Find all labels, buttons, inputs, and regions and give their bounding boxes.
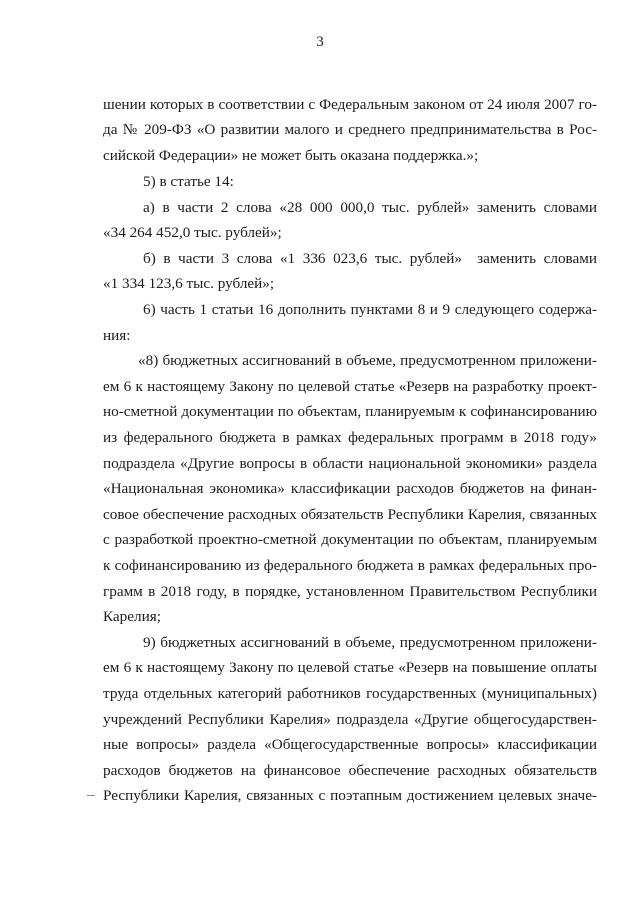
text-line: Карелия; — [103, 608, 161, 625]
text-line: подраздела «Другие вопросы в области национальной экономики» раздела — [103, 455, 597, 472]
text-line: ем 6 к настоящему Закону по целевой статье «Резерв на разработку проект- — [103, 378, 597, 395]
text-line: учреждений Республики Карелия» подраздела «Другие общегосударствен- — [103, 711, 597, 728]
text-line: совое обеспечение расходных обязательств Республики Карелия, связанных — [103, 506, 597, 523]
text-line: но-сметной документации по объектам, планируемым к софинансированию — [103, 403, 597, 420]
text-line: «8) бюджетных ассигнований в объеме, предусмотренном приложени- — [138, 352, 597, 369]
text-line: из федерального бюджета в рамках федеральных программ в 2018 году» — [103, 429, 597, 446]
text-line: с разработкой проектно-сметной документации по объектам, планируемым — [103, 531, 597, 548]
text-line: расходов бюджетов на финансовое обеспечение расходных обязательств — [103, 762, 597, 779]
text-line: ния: — [103, 327, 131, 344]
text-line: труда отдельных категорий работников государственных (муниципальных) — [103, 685, 597, 702]
margin-mark — [87, 795, 95, 796]
text-line: Республики Карелия, связанных с поэтапным достижением целевых значе- — [103, 787, 597, 804]
text-line: сийской Федерации» не может быть оказана поддержка.»; — [103, 147, 479, 164]
text-line: 9) бюджетных ассигнований в объеме, предусмотренном приложени- — [143, 634, 597, 651]
text-line: 6) часть 1 статьи 16 дополнить пунктами 8 и 9 следующего содержа- — [143, 301, 597, 318]
text-line: ем 6 к настоящему Закону по целевой статье «Резерв на повышение оплаты — [103, 659, 597, 676]
text-line: грамм в 2018 году, в порядке, установленном Правительством Республики — [103, 583, 597, 600]
text-line: 5) в статье 14: — [143, 173, 234, 190]
text-line: а) в части 2 слова «28 000 000,0 тыс. рублей» заменить словами — [143, 199, 597, 216]
text-line: да № 209-ФЗ «О развитии малого и среднего предпринимательства в Рос- — [103, 121, 597, 138]
text-line: «Национальная экономика» классификации расходов бюджетов на финан- — [103, 480, 597, 497]
text-line: «1 334 123,6 тыс. рублей»; — [103, 275, 275, 292]
text-line: к софинансированию из федерального бюджета в рамках федеральных про- — [103, 557, 597, 574]
text-line: б) в части 3 слова «1 336 023,6 тыс. рублей» заменить словами — [143, 250, 597, 267]
page-number: 3 — [316, 34, 324, 50]
text-line: шении которых в соответствии с Федеральным законом от 24 июля 2007 го- — [103, 96, 597, 113]
text-line: «34 264 452,0 тыс. рублей»; — [103, 224, 282, 241]
text-line: ные вопросы» раздела «Общегосударственные вопросы» классификации — [103, 736, 597, 753]
